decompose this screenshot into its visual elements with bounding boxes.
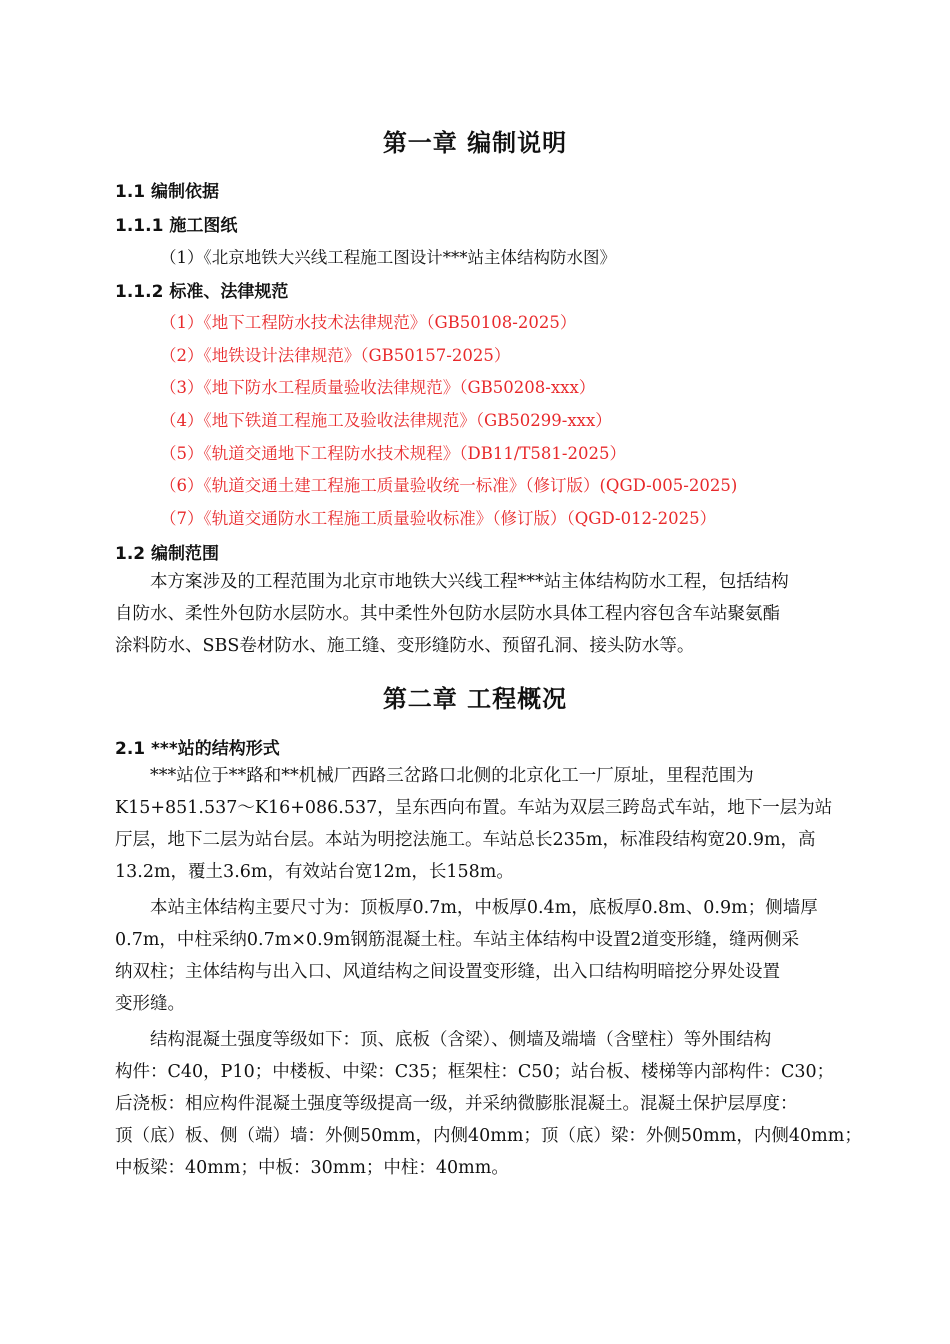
- paragraph-line: 纳双柱；主体结构与出入口、风道结构之间设置变形缝，出入口结构明暗挖分界处设置: [115, 962, 780, 982]
- section-1-1-2-heading: 1.1.2 标准、法律规范: [115, 282, 289, 302]
- paragraph-line: 变形缝。: [115, 994, 185, 1014]
- paragraph-line: 厅层，地下二层为站台层。本站为明挖法施工。车站总长235m，标准段结构宽20.9m，高: [115, 830, 816, 850]
- chapter-1-title: 第一章 编制说明: [382, 129, 568, 157]
- paragraph-line: 顶（底）板、侧（端）墙：外侧50mm，内侧40mm；顶（底）梁：外侧50mm，内侧40mm；: [115, 1126, 862, 1146]
- standard-item-6: （6）《轨道交通土建工程施工质量验收统一标准》（修订版）(QGD-005-2025): [160, 476, 738, 495]
- dimensions-paragraph: [115, 892, 860, 1020]
- paragraph-line: 13.2m，覆土3.6m，有效站台宽12m，长158m。: [115, 862, 514, 882]
- paragraph-line: 结构混凝土强度等级如下：顶、底板（含梁）、侧墙及端墙（含壁柱）等外围结构: [150, 1030, 772, 1050]
- scope-paragraph: [115, 566, 860, 662]
- paragraph-line: 后浇板：相应构件混凝土强度等级提高一级，并采纳微膨胀混凝土。混凝土保护层厚度：: [115, 1094, 798, 1114]
- concrete-grade-paragraph: [115, 1024, 860, 1184]
- section-1-2-heading: 1.2 编制范围: [115, 544, 220, 564]
- standard-item-2: （2）《地铁设计法律规范》（GB50157-2025）: [160, 346, 511, 365]
- section-1-1-heading: 1.1 编制依据: [115, 182, 220, 202]
- paragraph-line: 涂料防水、SBS卷材防水、施工缝、变形缝防水、预留孔洞、接头防水等。: [115, 636, 695, 656]
- paragraph-line: 中板梁：40mm；中板：30mm；中柱：40mm。: [115, 1158, 509, 1178]
- standard-item-1: （1）《地下工程防水技术法律规范》（GB50108-2025）: [160, 313, 577, 332]
- standard-item-4: （4）《地下铁道工程施工及验收法律规范》（GB50299-xxx）: [160, 411, 612, 430]
- standard-item-7: （7）《轨道交通防水工程施工质量验收标准》（修订版）（QGD-012-2025）: [160, 509, 717, 528]
- paragraph-line: 构件：C40，P10；中楼板、中梁：C35；框架柱：C50；站台板、楼梯等内部构件：C30；: [115, 1062, 835, 1082]
- paragraph-line: K15+851.537～K16+086.537，呈东西向布置。车站为双层三跨岛式车站，地下一层为站: [115, 798, 833, 818]
- paragraph-line: 自防水、柔性外包防水层防水。其中柔性外包防水层防水具体工程内容包含车站聚氨酯: [115, 604, 780, 624]
- standard-item-5: （5）《轨道交通地下工程防水技术规程》（DB11/T581-2025）: [160, 444, 626, 463]
- paragraph-line: ***站位于**路和**机械厂西路三岔路口北侧的北京化工一厂原址，里程范围为: [150, 766, 754, 786]
- chapter-2-title: 第二章 工程概况: [382, 685, 568, 713]
- drawing-item: （1）《北京地铁大兴线工程施工图设计***站主体结构防水图》: [160, 248, 616, 267]
- section-1-1-1-heading: 1.1.1 施工图纸: [115, 216, 238, 236]
- standard-item-3: （3）《地下防水工程质量验收法律规范》（GB50208-xxx）: [160, 378, 596, 397]
- paragraph-line: 0.7m，中柱采纳0.7m×0.9m钢筋混凝土柱。车站主体结构中设置2道变形缝，缝两侧采: [115, 930, 800, 950]
- paragraph-line: 本方案涉及的工程范围为北京市地铁大兴线工程***站主体结构防水工程，包括结构: [150, 572, 789, 592]
- paragraph-line: 本站主体结构主要尺寸为：顶板厚0.7m，中板厚0.4m，底板厚0.8m、0.9m；侧墙厚: [150, 898, 818, 918]
- section-2-1-heading: 2.1 ***站的结构形式: [115, 739, 280, 759]
- location-paragraph: [115, 760, 860, 888]
